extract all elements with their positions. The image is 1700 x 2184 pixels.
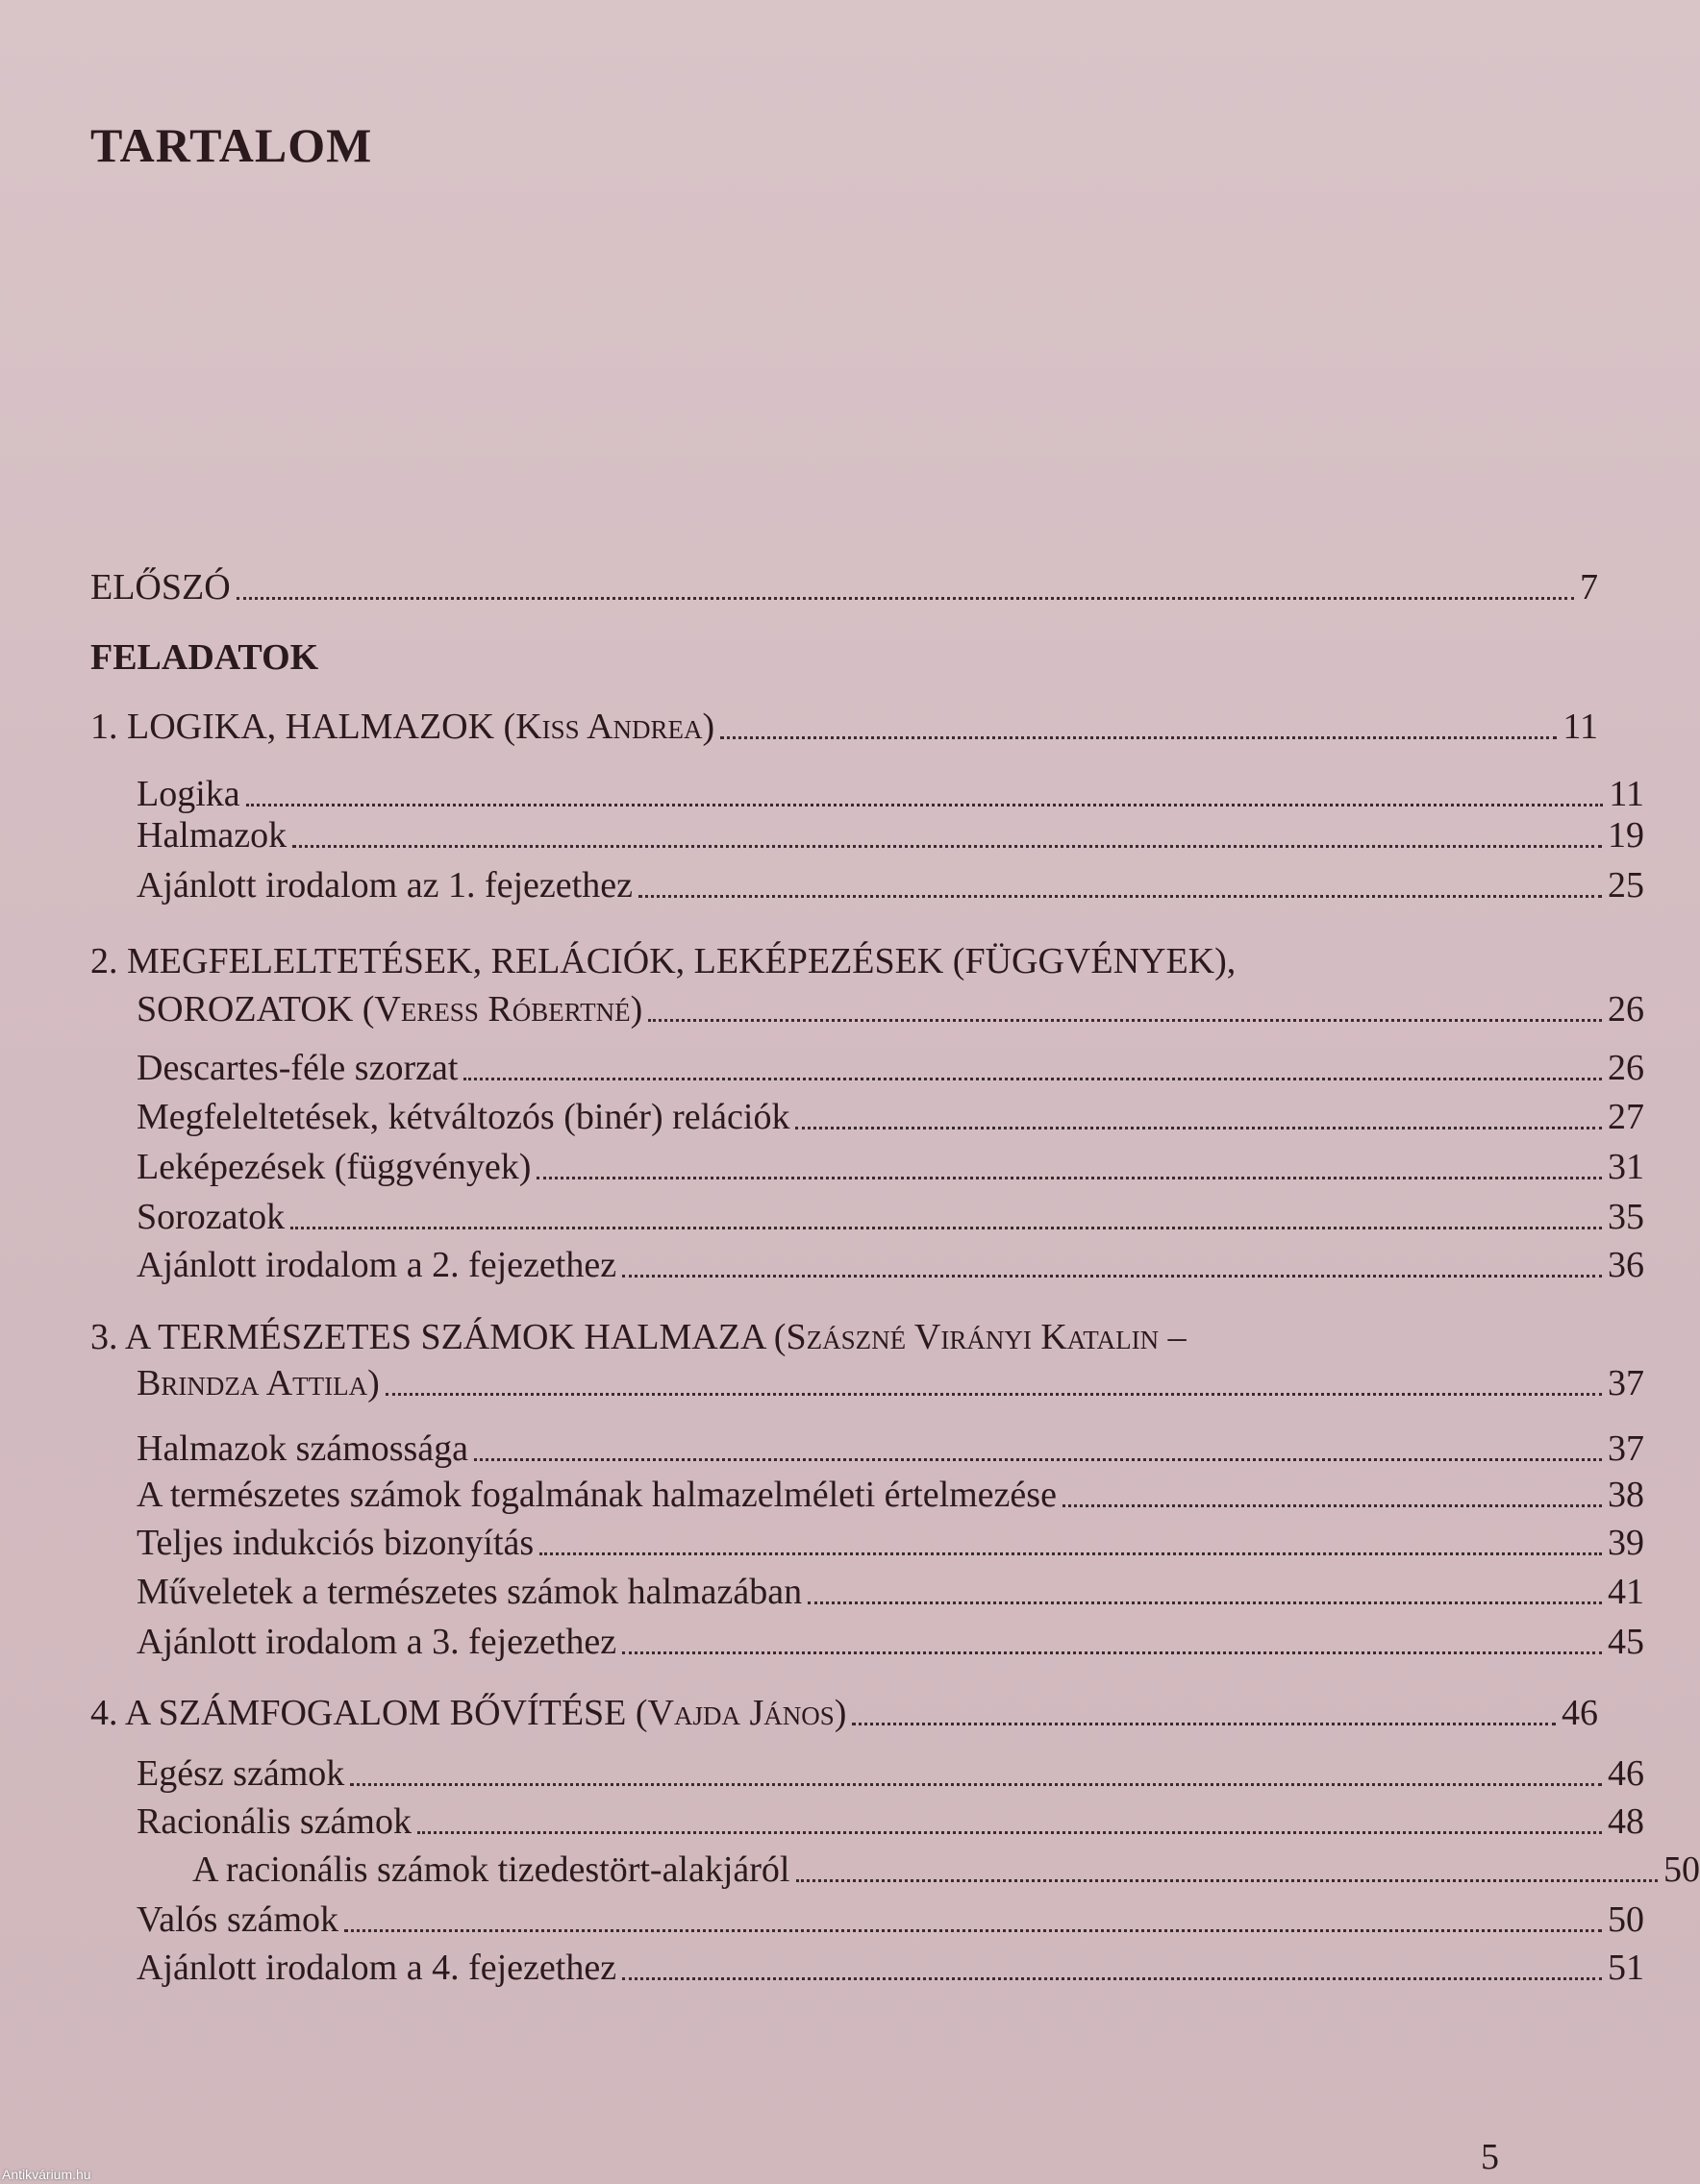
paren: ) <box>702 707 715 747</box>
entry-label: 4. A SZÁMFOGALOM BŐVÍTÉSE ( <box>90 1693 648 1733</box>
entry-page: 45 <box>1608 1622 1644 1662</box>
entry-label: Egész számok <box>137 1753 345 1794</box>
entry-label: A természetes számok fogalmának halmazelméleti értelmezése <box>137 1475 1057 1515</box>
watermark: Antikvárium.hu <box>2 2167 91 2182</box>
dot-leader <box>795 1127 1602 1129</box>
entry-page: 7 <box>1580 567 1598 608</box>
entry-page: 50 <box>1608 1899 1644 1940</box>
entry-label: Teljes indukciós bizonyítás <box>137 1523 535 1563</box>
paren: ) <box>367 1363 380 1403</box>
dot-leader <box>1062 1504 1602 1507</box>
entry-label: 3. A TERMÉSZETES SZÁMOK HALMAZA ( <box>90 1317 787 1357</box>
dot-leader <box>720 736 1557 739</box>
entry-page: 50 <box>1663 1849 1700 1890</box>
entry-page: 19 <box>1608 815 1644 856</box>
toc-entry <box>0 1846 1700 1894</box>
entry-page: 46 <box>1608 1753 1644 1794</box>
toc-entry <box>0 1471 1644 1519</box>
toc-entry <box>0 1618 1644 1666</box>
dot-leader <box>537 1177 1602 1179</box>
entry-author: Vajda János <box>647 1693 835 1733</box>
entry-label: Halmazok számossága <box>137 1428 469 1469</box>
entry-author: Szászné Virányi Katalin – <box>786 1317 1187 1357</box>
entry-page: 35 <box>1608 1197 1644 1237</box>
entry-author: Kiss Andrea <box>515 707 703 747</box>
toc-chapter-2-line1: 2. MEGFELELTETÉSEK, RELÁCIÓK, LEKÉPEZÉSEK (FÜGGVÉNYEK), <box>90 941 1237 981</box>
dot-leader <box>344 1929 1602 1932</box>
toc-chapter-3-line1 <box>90 1313 1187 1361</box>
toc-entry <box>0 861 1644 909</box>
toc-chapter-4 <box>0 1689 1598 1737</box>
entry-page: 39 <box>1608 1523 1644 1563</box>
entry-page: 51 <box>1608 1948 1644 1988</box>
dot-leader <box>237 597 1574 600</box>
dot-leader <box>350 1783 1602 1786</box>
dot-leader <box>622 1651 1602 1654</box>
entry-label: A racionális számok tizedestört-alakjáról <box>192 1849 790 1890</box>
toc-entry <box>0 1944 1644 1992</box>
entry-page: 46 <box>1562 1693 1598 1733</box>
dot-leader <box>539 1552 1602 1555</box>
dot-leader <box>808 1601 1602 1604</box>
dot-leader <box>852 1723 1556 1725</box>
toc-entry-preface <box>0 563 1598 611</box>
entry-page: 38 <box>1608 1475 1644 1515</box>
entry-page: 27 <box>1608 1097 1644 1137</box>
dot-leader <box>474 1458 1602 1461</box>
toc-entry <box>0 1519 1644 1567</box>
toc-entry <box>0 1241 1644 1289</box>
entry-page: 37 <box>1608 1428 1644 1469</box>
entry-label: Valós számok <box>137 1899 339 1940</box>
entry-page: 26 <box>1608 1048 1644 1088</box>
entry-label: Leképezések (függvények) <box>137 1147 532 1187</box>
entry-label: Megfeleltetések, kétváltozós (binér) relációk <box>137 1097 790 1137</box>
dot-leader <box>622 1977 1602 1980</box>
entry-page: 26 <box>1608 989 1644 1030</box>
dot-leader <box>290 1227 1602 1229</box>
dot-leader <box>246 804 1604 807</box>
entry-page: 41 <box>1608 1572 1644 1612</box>
dot-leader <box>292 845 1602 848</box>
toc-entry <box>0 1193 1644 1241</box>
entry-page: 11 <box>1562 707 1598 747</box>
entry-page: 11 <box>1609 774 1644 814</box>
entry-author: Veress Róbertné <box>374 989 631 1030</box>
entry-author: Brindza Attila <box>137 1363 368 1403</box>
entry-label: Ajánlott irodalom a 3. fejezethez <box>137 1622 617 1662</box>
toc-entry <box>0 1093 1644 1141</box>
entry-label: Descartes-féle szorzat <box>137 1048 459 1088</box>
dot-leader <box>386 1393 1602 1396</box>
section-heading: FELADATOK <box>90 637 319 678</box>
entry-label: Ajánlott irodalom a 2. fejezethez <box>137 1245 617 1285</box>
entry-label: Sorozatok <box>137 1197 286 1237</box>
page-number: 5 <box>1481 2137 1499 2177</box>
toc-entry <box>0 1425 1644 1473</box>
dot-leader <box>648 1019 1602 1022</box>
entry-label: SOROZATOK ( <box>137 989 375 1030</box>
entry-page: 31 <box>1608 1147 1644 1187</box>
toc-chapter-1 <box>0 703 1598 751</box>
paren: ) <box>630 989 643 1030</box>
toc-chapter-3 <box>0 1359 1644 1407</box>
dot-leader <box>417 1831 1602 1834</box>
entry-page: 25 <box>1608 865 1644 906</box>
dot-leader <box>622 1275 1602 1278</box>
toc-entry <box>0 1896 1644 1944</box>
entry-label: 1. LOGIKA, HALMAZOK ( <box>90 707 516 747</box>
entry-page: 48 <box>1608 1801 1644 1842</box>
toc-entry <box>0 1143 1644 1191</box>
toc-entry <box>0 1750 1644 1798</box>
entry-page: 37 <box>1608 1363 1644 1403</box>
entry-label: Racionális számok <box>137 1801 412 1842</box>
entry-label: Ajánlott irodalom az 1. fejezethez <box>137 865 633 906</box>
toc-entry <box>0 1798 1644 1846</box>
dot-leader <box>796 1879 1659 1882</box>
toc-entry <box>0 1044 1644 1092</box>
toc-entry <box>0 1568 1644 1616</box>
entry-label: ELŐSZÓ <box>90 567 231 608</box>
toc-entry <box>0 811 1644 859</box>
dot-leader <box>463 1078 1602 1080</box>
entry-label: Műveletek a természetes számok halmazában <box>137 1572 803 1612</box>
entry-label: Ajánlott irodalom a 4. fejezethez <box>137 1948 617 1988</box>
entry-label: Halmazok <box>137 815 288 856</box>
dot-leader <box>638 895 1602 898</box>
toc-chapter-2 <box>0 985 1644 1033</box>
entry-label: Logika <box>137 774 240 814</box>
paren: ) <box>834 1693 847 1733</box>
page-title: TARTALOM <box>90 118 373 172</box>
entry-page: 36 <box>1608 1245 1644 1285</box>
